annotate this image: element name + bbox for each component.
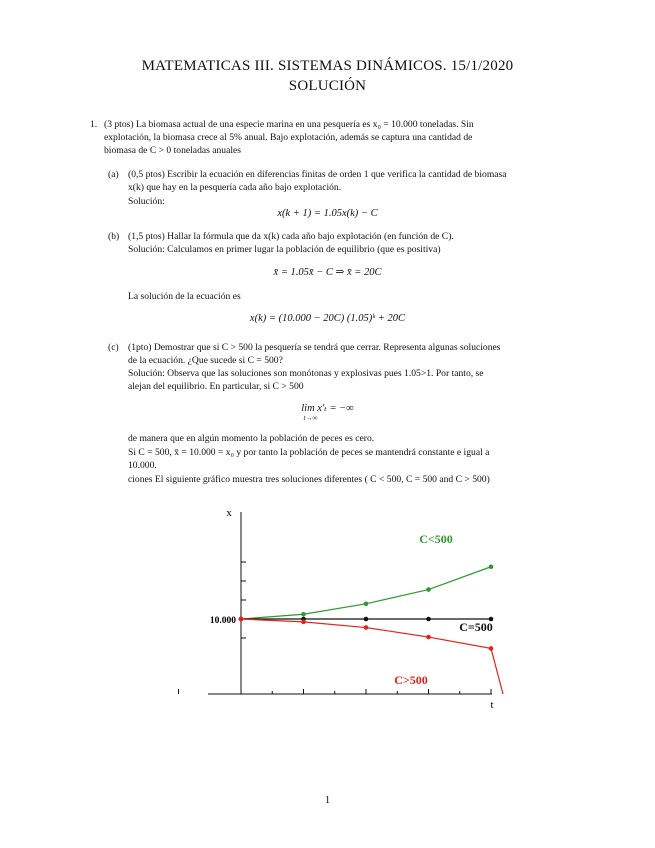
series-label: C>500 bbox=[394, 673, 428, 687]
part-c-text-line4: alejan del equilibrio. En particular, si C > 500 bbox=[128, 381, 304, 392]
series-line bbox=[241, 567, 491, 619]
part-a-text-line1: (0,5 ptos) Escribir la ecuación en diferencias finitas de orden 1 que verifica la cantidad de biomasa bbox=[128, 169, 507, 180]
series-label: C=500 bbox=[459, 620, 493, 634]
part-b-text-line3: La solución de la ecuación es bbox=[128, 291, 241, 302]
part-b-equation2: x(k) = (10.000 − 20C) (1.05)ᵏ + 20C bbox=[249, 313, 406, 324]
y-tick-label: 10.000 bbox=[209, 616, 236, 626]
data-point bbox=[489, 646, 494, 651]
part-c-text-line6: Si C = 500, x̄ = 10.000 = x₀ y por tanto la población de peces se mantendrá constante e igual a bbox=[128, 447, 490, 458]
part-b-text-line1: (1,5 ptos) Hallar la fórmula que da x(k) cada año bajo explotación (en función de C). bbox=[128, 231, 454, 242]
solutions-chart bbox=[0, 500, 655, 730]
data-point bbox=[426, 617, 431, 622]
series-label: C<500 bbox=[419, 532, 453, 546]
data-point bbox=[426, 635, 431, 640]
data-point bbox=[364, 617, 369, 622]
part-b-label: (b) bbox=[108, 231, 120, 242]
part-c-limit-equation: lim x′ₜ = −∞ bbox=[301, 403, 354, 414]
part-b-equation1: x̄ = 1.05x̄ − C ⇒ x̄ = 20C bbox=[273, 267, 382, 278]
page-title: MATEMATICAS III. SISTEMAS DINÁMICOS. 15/1/2020 bbox=[141, 58, 514, 74]
page-number: 1 bbox=[324, 794, 331, 806]
part-c-text-line2: de la ecuación. ¿Que sucede si C = 500? bbox=[128, 355, 283, 366]
data-point bbox=[301, 620, 306, 625]
part-a-equation: x(k + 1) = 1.05x(k) − C bbox=[277, 208, 378, 219]
part-c-text-line3: Solución: Observa que las soluciones son monótonas y explosivas pues 1.05>1. Por tanto, se bbox=[128, 368, 484, 379]
x-axis-label: t bbox=[490, 699, 494, 711]
part-a-label: (a) bbox=[108, 169, 119, 180]
y-axis-label: x bbox=[226, 507, 232, 519]
part-c-label: (c) bbox=[108, 342, 119, 353]
part-c-text-line8: ciones El siguiente gráfico muestra tres soluciones diferentes ( C < 500, C = 500 and C > 500) bbox=[128, 474, 490, 485]
data-point bbox=[239, 617, 244, 622]
part-a-text-line2: x(k) que hay en la pesquería cada año bajo explotación. bbox=[128, 182, 342, 193]
data-point bbox=[489, 564, 494, 569]
part-c-limit-subscript: t→∞ bbox=[303, 414, 318, 422]
data-point bbox=[426, 587, 431, 592]
data-point bbox=[301, 612, 306, 617]
problem-number: 1. bbox=[90, 119, 98, 130]
problem-intro-line2: explotación, la biomasa crece al 5% anual. Bajo explotación, además se captura una cantidad de bbox=[104, 132, 473, 143]
part-b-text-line2: Solución: Calculamos en primer lugar la población de equilibrio (que es positiva) bbox=[128, 244, 441, 255]
data-point bbox=[364, 625, 369, 630]
problem-intro-line1: (3 ptos) La biomasa actual de una especie marina en una pesquería es x₀ = 10.000 toneladas. Sin bbox=[104, 119, 474, 130]
part-c-text-line1: (1pto) Demostrar que si C > 500 la pesquería se tendrá que cerrar. Representa algunas soluciones bbox=[128, 342, 501, 353]
part-c-text-line7: 10.000. bbox=[128, 460, 157, 471]
page-subtitle: SOLUCIÓN bbox=[288, 78, 367, 94]
part-a-solution-label: Solución: bbox=[128, 196, 165, 207]
part-c-text-line5: de manera que en algún momento la población de peces es cero. bbox=[128, 433, 375, 444]
data-point bbox=[364, 602, 369, 607]
problem-intro-line3: biomasa de C > 0 toneladas anuales bbox=[104, 145, 242, 156]
